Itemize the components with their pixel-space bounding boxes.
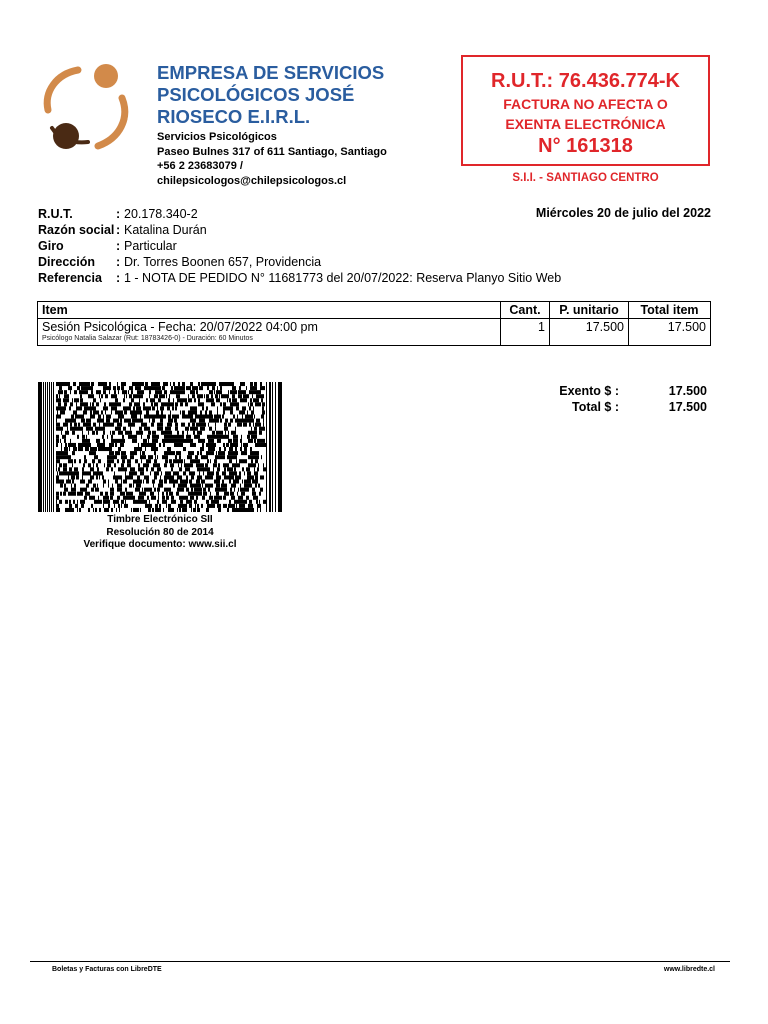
footer-link[interactable]: www.libredte.cl (663, 966, 715, 973)
company-name (157, 62, 457, 128)
client-label: Giro (38, 239, 64, 253)
document-header-box (461, 55, 710, 166)
exento-label: Exento $ : (559, 384, 619, 398)
company-name-line: RIOSECO E.I.R.L. (157, 106, 311, 127)
company-activity: Servicios Psicológicos (157, 131, 277, 143)
qty-cell: 1 (501, 319, 550, 346)
logo-orange-arc (47, 70, 78, 110)
colon: : (116, 239, 121, 253)
client-value: Particular (124, 239, 177, 253)
client-value: 20.178.340-2 (124, 207, 198, 221)
total-label: Total $ : (572, 399, 619, 414)
client-block (38, 206, 718, 286)
item-detail: Psicólogo Natalia Salazar (Rut: 18783426-0) - Duración: 60 Minutos (42, 335, 253, 342)
pdf417-barcode (38, 382, 282, 512)
totals-block (500, 384, 710, 415)
colon: : (116, 271, 121, 285)
timbre-line: Timbre Electrónico SII (107, 514, 213, 525)
total-value: 17.500 (668, 399, 707, 414)
header-item: Item (38, 302, 501, 319)
client-value: Katalina Durán (124, 223, 207, 237)
client-label: Razón social (38, 223, 115, 237)
client-row (38, 222, 718, 238)
company-name-line: EMPRESA DE SERVICIOS (157, 62, 385, 83)
logo-brown-dot (53, 123, 79, 149)
client-row (38, 254, 718, 270)
client-row (38, 270, 718, 286)
unit-price-cell: 17.500 (550, 319, 629, 346)
item-cell (38, 319, 501, 346)
timbre-line: Verifique documento: www.sii.cl (83, 539, 237, 550)
total-cell: 17.500 (629, 319, 711, 346)
items-table (37, 301, 711, 346)
document-number: N° 161318 (538, 135, 633, 157)
header-total: Total item (629, 302, 711, 319)
client-row (38, 206, 718, 222)
footer-credit: Boletas y Facturas con LibreDTE (52, 966, 162, 973)
client-value: 1 - NOTA DE PEDIDO N° 11681773 del 20/07/2022: Reserva Planyo Sitio Web (124, 271, 562, 285)
footer-divider (30, 961, 730, 962)
company-info (157, 130, 457, 188)
colon: : (116, 207, 121, 221)
client-label: Dirección (38, 255, 95, 269)
issuer-rut: R.U.T.: 76.436.774-K (491, 70, 680, 92)
totals-row (500, 400, 710, 416)
company-logo (38, 58, 134, 156)
table-row (38, 319, 711, 346)
header-unit-price: P. unitario (550, 302, 629, 319)
logo-orange-dot (94, 64, 118, 88)
company-phone: +56 2 23683079 / (157, 160, 243, 172)
colon: : (116, 223, 121, 237)
totals-row (500, 384, 710, 400)
client-label: Referencia (38, 271, 102, 285)
client-value: Dr. Torres Boonen 657, Providencia (124, 255, 322, 269)
client-label: R.U.T. (38, 207, 73, 221)
document-type-line: FACTURA NO AFECTA O (503, 96, 668, 112)
header-qty: Cant. (501, 302, 550, 319)
colon: : (116, 255, 121, 269)
table-header-row (38, 302, 711, 319)
logo-orange-arc-right (98, 98, 125, 146)
timbre-text (38, 514, 282, 552)
client-row (38, 238, 718, 254)
document-date: Miércoles 20 de julio del 2022 (535, 206, 711, 220)
company-email: chilepsicologos@chilepsicologos.cl (157, 174, 347, 187)
company-name-line: PSICOLÓGICOS JOSÉ (157, 84, 355, 105)
timbre-line: Resolución 80 de 2014 (106, 526, 214, 538)
exento-value: 17.500 (668, 384, 707, 398)
item-description: Sesión Psicológica - Fecha: 20/07/2022 04:00 pm (42, 320, 318, 334)
document-type-line: EXENTA ELECTRÓNICA (505, 116, 666, 132)
company-address: Paseo Bulnes 317 of 611 Santiago, Santiago (157, 145, 387, 158)
sii-office: S.I.I. - SANTIAGO CENTRO (512, 172, 659, 184)
